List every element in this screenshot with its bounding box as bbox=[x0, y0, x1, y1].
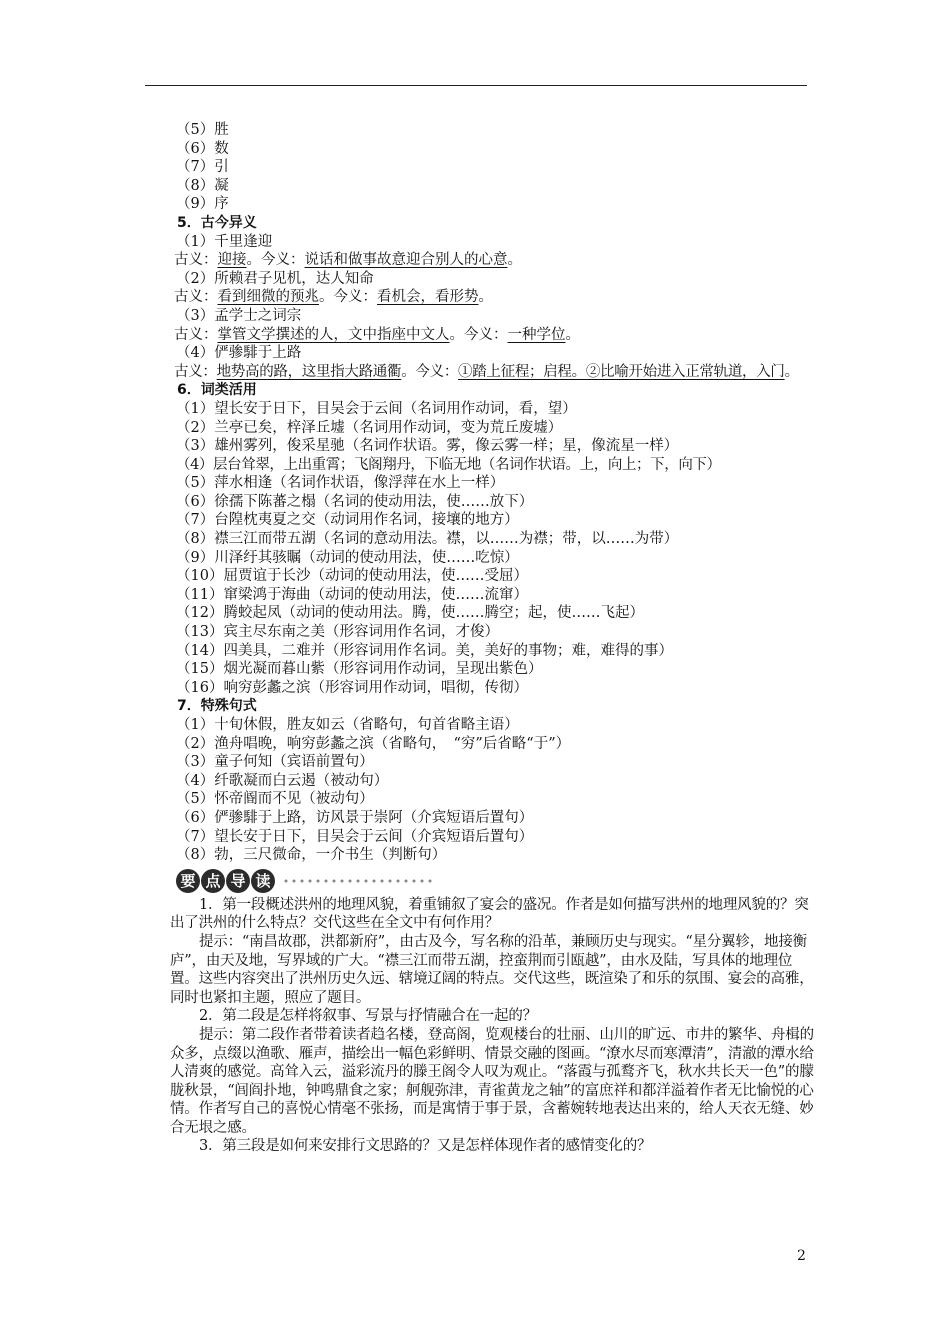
guide-body bbox=[170, 896, 818, 1156]
label: 古义： bbox=[174, 289, 218, 306]
meaning-line bbox=[174, 326, 814, 345]
page-content bbox=[170, 121, 814, 1156]
punct: 。 bbox=[565, 326, 580, 343]
punct: 。 bbox=[784, 363, 799, 380]
banner-char: 读 bbox=[251, 869, 275, 893]
meaning-line bbox=[145, 363, 817, 382]
page-number: 2 bbox=[797, 1248, 806, 1264]
list-item: （14）四美具，二难并（形容词用作名词。美，美好的事物；难，难得的事） bbox=[176, 642, 673, 659]
label: 。今义： bbox=[449, 326, 508, 343]
banner-char: 导 bbox=[226, 869, 250, 893]
list-item: （9）川泽纡其骇瞩（动词的使动用法，使……吃惊） bbox=[176, 549, 519, 566]
label: 。今义： bbox=[319, 289, 377, 306]
section-heading-gujin-yiyi: 5．古今异义 bbox=[177, 214, 257, 231]
list-item: （16）响穷彭蠡之滨（形容词用作动词，唱彻，传彻） bbox=[176, 679, 528, 696]
question-paragraph: 2．第二段是怎样将叙事、写景与抒情融合在一起的？ bbox=[199, 1008, 537, 1025]
list-item: （8）襟三江而带五湖（名词的意动用法。襟，以……为襟；带，以……为带） bbox=[176, 531, 679, 548]
list-item: （13）宾主尽东南之美（形容词用作名词，才俊） bbox=[176, 624, 499, 641]
label: 古义： bbox=[174, 252, 218, 269]
meaning-line bbox=[174, 288, 814, 307]
banner-char: 要 bbox=[176, 869, 200, 893]
ancient-meaning: 看到细微的预兆 bbox=[217, 289, 319, 306]
label: 。今义： bbox=[246, 252, 305, 269]
list-item: （11）窜梁鸿于海曲（动词的使动用法，使……流窜） bbox=[176, 586, 528, 603]
ancient-meaning: 掌管文学撰述的人，文中指座中文人 bbox=[217, 326, 450, 343]
list-item: （10）屈贾谊于长沙（动词的使动用法，使……受屈） bbox=[176, 568, 528, 585]
banner-char: 点 bbox=[201, 869, 225, 893]
list-item: （6）俨骖騑于上路，访风景于崇阿（介宾短语后置句） bbox=[176, 809, 534, 826]
banner-badge bbox=[176, 869, 276, 893]
list-item: （4）纤歌凝而白云遏（被动句） bbox=[176, 772, 389, 789]
punct: 。 bbox=[507, 252, 522, 269]
list-item: （2）兰亭已矣，梓泽丘墟（名词用作动词，变为荒丘废墟） bbox=[176, 419, 563, 436]
list-item: （3）孟学士之词宗 bbox=[176, 307, 302, 324]
label: 古义： bbox=[174, 326, 218, 343]
question-paragraph: 3．第三段是如何来安排行文思路的？又是怎样体现作者的感情变化的？ bbox=[199, 1138, 652, 1155]
list-item: （3）童子何知（宾语前置句） bbox=[176, 754, 374, 771]
dotted-divider bbox=[282, 878, 432, 884]
section-heading-teshu-jushi: 7．特殊句式 bbox=[177, 698, 257, 715]
list-item: （8）勃，三尺微命，一介书生（判断句） bbox=[176, 847, 447, 864]
answer-paragraph: 提示：“南昌故郡，洪都新府”，由古及今，写名称的沿革，兼顾历史与现实。“星分翼轸，地接衡庐”，由天及地，写界域的广大。“襟三江而带五湖，控蛮荆而引瓯越”，由水及陆，写具体的地理位置。这些内容突出了洪州历史久远、辖境辽阔的特点。交代这些，既渲染了和乐的氛围、宴会的高雅，同时也紧扣主题，照应了题目。 bbox=[170, 933, 814, 1006]
list-item: （4）俨骖騑于上路 bbox=[176, 345, 302, 362]
list-item: （1）十旬休假，胜友如云（省略句，句首省略主语） bbox=[176, 717, 519, 733]
list-item: （15）烟光凝而暮山紫（形容词用作动词，呈现出紫色） bbox=[176, 661, 543, 678]
ancient-meaning: 迎接 bbox=[217, 252, 247, 269]
label: 。今义： bbox=[401, 363, 459, 380]
list-item: （2）渔舟唱晚，响穷彭蠡之滨（省略句， “穷”后省略“于”） bbox=[176, 735, 571, 752]
list-item: （6）徐孺下陈蕃之榻（名词的使动用法，使……放下） bbox=[176, 493, 534, 510]
list-item: （7）台隍枕夷夏之交（动词用作名词，接壤的地方） bbox=[176, 512, 519, 529]
list-item: （3）雄州雾列，俊采星驰（名词作状语。雾，像云雾一样；星，像流星一样） bbox=[176, 438, 679, 455]
list-item: （7）引 bbox=[176, 159, 229, 176]
modern-meaning: 一种学位 bbox=[507, 326, 566, 343]
label: 古义： bbox=[174, 363, 217, 380]
list-item: （2）所赖君子见机，达人知命 bbox=[176, 270, 374, 287]
question-paragraph: 1．第一段概述洪州的地理风貌，着重铺叙了宴会的盛况。作者是如何描写洪州的地理风貌的？突出了洪州的什么特点？交代这些在全文中有何作用？ bbox=[170, 896, 809, 932]
meaning-line bbox=[174, 251, 814, 270]
list-item: （9）序 bbox=[176, 196, 229, 213]
list-item: （7）望长安于日下，目吴会于云间（介宾短语后置句） bbox=[176, 828, 534, 845]
list-item: （1）望长安于日下，目吴会于云间（名词用作动词，看，望） bbox=[176, 400, 577, 417]
punct: 。 bbox=[478, 289, 493, 306]
list-item: （5）怀帝阍而不见（被动句） bbox=[176, 791, 374, 808]
modern-meaning: 说话和做事故意迎合别人的心意 bbox=[304, 252, 508, 269]
answer-paragraph: 提示：第二段作者带着读者趋名楼，登高阁，览观楼台的壮丽、山川的旷远、市井的繁华、舟楫的众多，点缀以渔歌、雁声，描绘出一幅色彩鲜明、情景交融的图画。“潦水尽而寒潭清”，清澈的潭水给人清爽的感觉。高耸入云，溢彩流丹的滕王阁令人叹为观止。“落霞与孤鹜齐飞，秋水共长天一色”的朦胧秋景，“闾阎扑地，钟鸣鼎食之家；舸舰弥津，青雀黄龙之轴”的富庶祥和都洋溢着作者无比愉悦的心情。作者写自己的喜悦心情毫不张扬，而是寓情于事于景，含蓄婉转地表达出来的，给人天衣无缝、妙合无垠之感。 bbox=[170, 1026, 814, 1136]
list-item: （5）胜 bbox=[176, 122, 229, 138]
section-heading-cilei-huoyong: 6．词类活用 bbox=[177, 382, 257, 399]
list-item: （8）凝 bbox=[176, 177, 229, 194]
modern-meaning: ①踏上征程；启程。②比喻开始进入正常轨道，入门 bbox=[458, 363, 785, 380]
modern-meaning: 看机会，看形势 bbox=[377, 289, 479, 306]
ancient-meaning: 地势高的路，这里指大路通衢 bbox=[216, 363, 402, 380]
section-banner-key-points bbox=[176, 867, 814, 895]
list-item: （4）层台耸翠，上出重霄；飞阁翔丹，下临无地（名词作状语。上，向上；下，向下） bbox=[176, 456, 721, 473]
list-item: （12）腾蛟起凤（动词的使动用法。腾，使……腾空；起，使……飞起） bbox=[176, 605, 644, 622]
list-item: （6）数 bbox=[176, 140, 229, 157]
header-rule bbox=[145, 85, 807, 86]
list-item: （1）千里逢迎 bbox=[176, 233, 273, 250]
list-item: （5）萍水相逢（名词作状语，像浮萍在水上一样） bbox=[176, 475, 505, 492]
